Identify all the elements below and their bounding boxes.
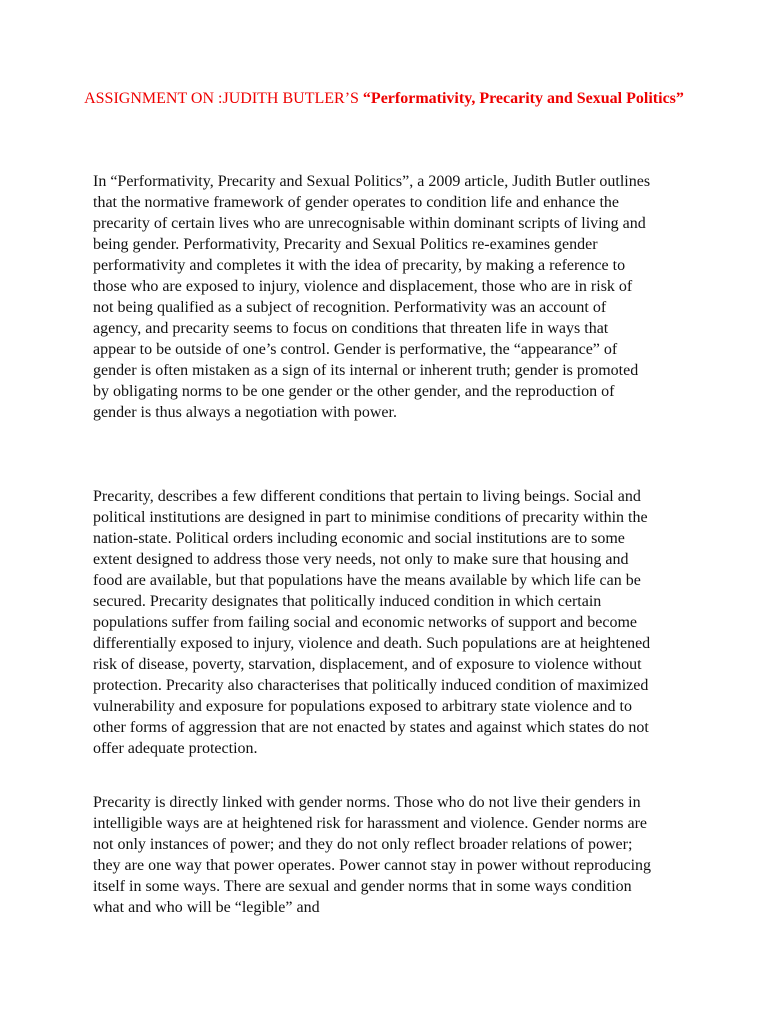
paragraph-1: In “Performativity, Precarity and Sexual Politics”, a 2009 article, Judith Butler outlines that the normative framework of gender operates to condition life and enhance the precarity of certain lives who are unrecognisable within dominant scripts of living and being gender. Performativity, Precarity and Sexual Politics re-examines gender performativity and completes it with the idea of precarity, by making a reference to those who are exposed to injury, violence and displacement, those who are in risk of not being qualified as a subject of recognition. Performativity was an account of agency, and precarity seems to focus on conditions that threaten life in ways that appear to be outside of one’s control. Gender is performative, the “appearance” of gender is often mistaken as a sign of its internal or inherent truth; gender is promoted by obligating norms to be one gender or the other gender, and the reproduction of gender is thus always a negotiation with power. bbox=[93, 173, 651, 421]
paragraph-3: Precarity is directly linked with gender norms. Those who do not live their genders in intelligible ways are at heightened risk for harassment and violence. Gender norms are not only instances of power; and they do not only reflect broader relations of power; they are one way that power operates. Power cannot stay in power without reproducing itself in some ways. There are sexual and gender norms that in some ways condition what and who will be “legible” and bbox=[93, 794, 652, 916]
title-article-name: “Performativity, Precarity and Sexual Politics” bbox=[362, 90, 684, 107]
document-title bbox=[60, 88, 708, 109]
title-prefix: ASSIGNMENT ON :JUDITH BUTLER’S bbox=[84, 90, 363, 107]
paragraph-2: Precarity, describes a few different conditions that pertain to living beings. Social and political institutions are designed in part to minimise conditions of precarity within the nation-state. Political orders including economic and social institutions are to some extent designed to address those very needs, not only to make sure that housing and food are available, but that populations have the means available by which life can be secured. Precarity designates that politically induced condition in which certain populations suffer from failing social and economic networks of support and become differentially exposed to injury, violence and death. Such populations are at heightened risk of disease, poverty, starvation, displacement, and of exposure to violence without protection. Precarity also characterises that politically induced condition of maximized vulnerability and exposure for populations exposed to arbitrary state violence and to other forms of aggression that are not enacted by states and against which states do not offer adequate protection. bbox=[93, 488, 651, 757]
